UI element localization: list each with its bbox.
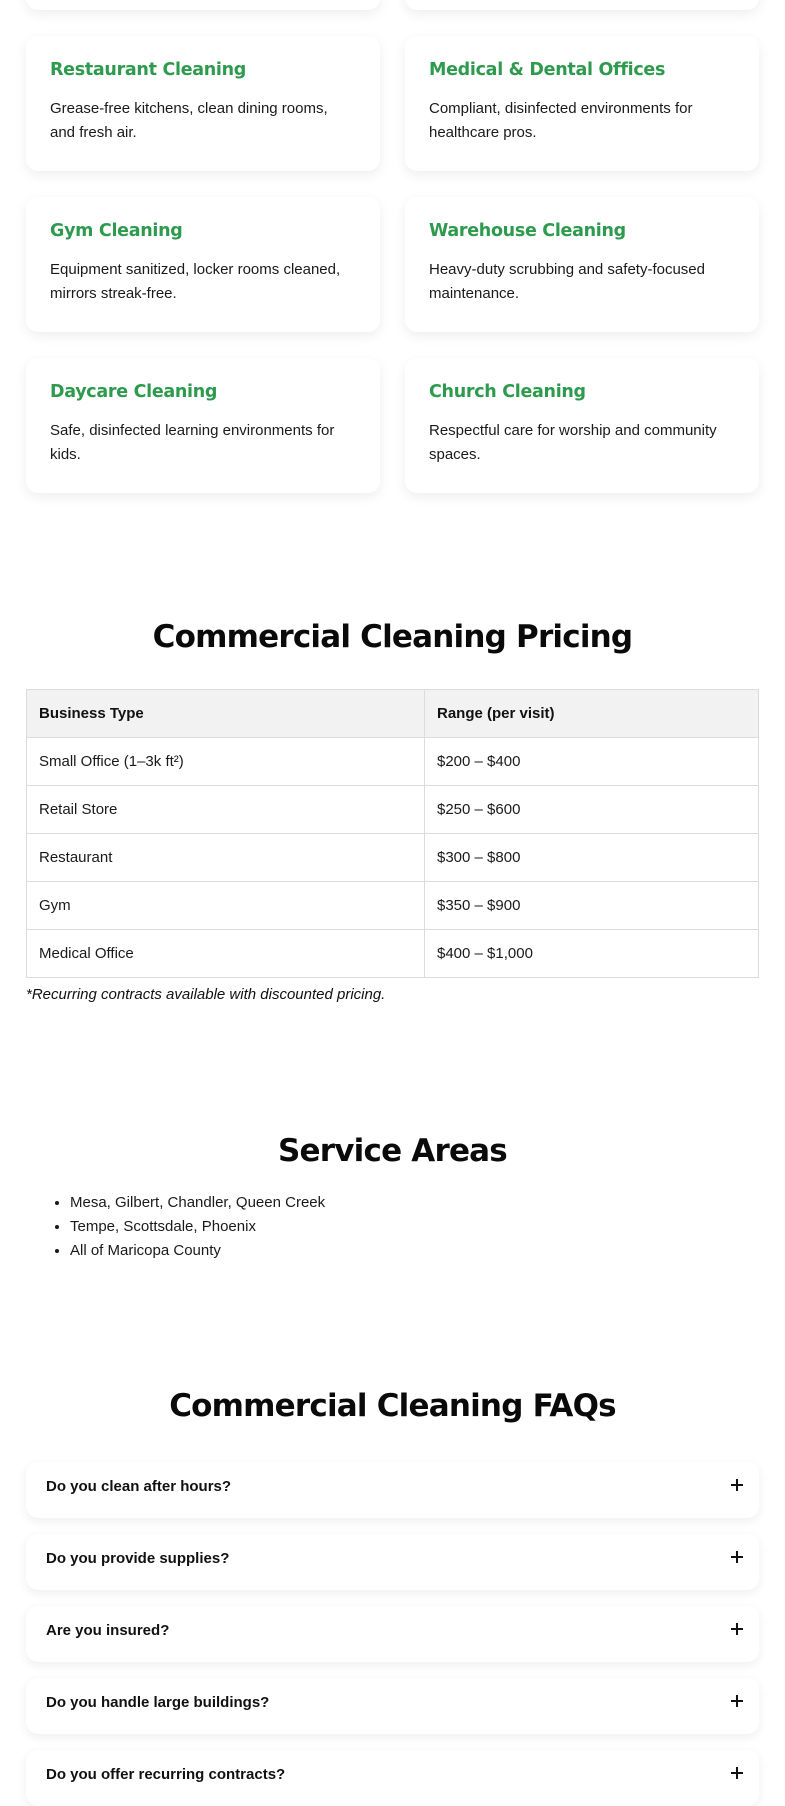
- business-type-cell: Retail Store: [27, 786, 425, 834]
- service-card-daycare: [26, 358, 380, 493]
- price-range-cell: $250 – $600: [425, 786, 759, 834]
- price-range-cell: $350 – $900: [425, 882, 759, 930]
- service-card-partial: [405, 0, 759, 10]
- table-row: [27, 786, 759, 834]
- plus-icon[interactable]: [731, 1551, 743, 1563]
- faq-question: Do you offer recurring contracts?: [46, 1766, 286, 1783]
- faq-item[interactable]: [26, 1678, 759, 1734]
- faq-item[interactable]: [26, 1534, 759, 1590]
- price-range-cell: $300 – $800: [425, 834, 759, 882]
- table-row: [27, 834, 759, 882]
- card-title: Restaurant Cleaning: [50, 60, 247, 80]
- table-row: [27, 930, 759, 978]
- business-type-cell: Restaurant: [27, 834, 425, 882]
- column-header: Business Type: [27, 690, 425, 738]
- faq-question: Are you insured?: [46, 1622, 170, 1639]
- business-type-cell: Medical Office: [27, 930, 425, 978]
- faq-question: Do you handle large buildings?: [46, 1694, 270, 1711]
- service-areas-list: [26, 1191, 325, 1263]
- card-description: Safe, disinfected learning environments for kids.: [50, 422, 335, 463]
- pricing-title: Commercial Cleaning Pricing: [152, 619, 633, 655]
- card-description: Equipment sanitized, locker rooms cleaned, mirrors streak-free.: [50, 261, 341, 302]
- card-description: Heavy-duty scrubbing and safety-focused maintenance.: [429, 261, 705, 302]
- service-card-church: [405, 358, 759, 493]
- service-card-warehouse: [405, 197, 759, 332]
- card-description: Grease-free kitchens, clean dining rooms, and fresh air.: [50, 100, 328, 141]
- business-type-cell: Gym: [27, 882, 425, 930]
- faq-item[interactable]: [26, 1750, 759, 1806]
- card-title: Church Cleaning: [429, 382, 586, 402]
- plus-icon[interactable]: [731, 1695, 743, 1707]
- faq-question: Do you provide supplies?: [46, 1550, 230, 1567]
- plus-icon[interactable]: [731, 1623, 743, 1635]
- faq-item[interactable]: [26, 1606, 759, 1662]
- service-card-medical: [405, 36, 759, 171]
- service-card-partial: [26, 0, 380, 10]
- card-title: Medical & Dental Offices: [429, 60, 666, 80]
- list-item: • Tempe, Scottsdale, Phoenix: [70, 1215, 325, 1239]
- table-header-row: [27, 690, 759, 738]
- service-card-gym: [26, 197, 380, 332]
- price-range-cell: $400 – $1,000: [425, 930, 759, 978]
- pricing-table: [26, 689, 759, 978]
- card-title: Gym Cleaning: [50, 221, 183, 241]
- faq-title: Commercial Cleaning FAQs: [169, 1388, 616, 1424]
- service-card-restaurant: [26, 36, 380, 171]
- card-title: Daycare Cleaning: [50, 382, 218, 402]
- price-range-cell: $200 – $400: [425, 738, 759, 786]
- card-description: Respectful care for worship and community spaces.: [429, 422, 717, 463]
- table-row: [27, 882, 759, 930]
- card-title: Warehouse Cleaning: [429, 221, 626, 241]
- plus-icon[interactable]: [731, 1767, 743, 1779]
- table-row: [27, 738, 759, 786]
- pricing-note: *Recurring contracts available with discounted pricing.: [26, 986, 386, 1003]
- faq-question: Do you clean after hours?: [46, 1478, 232, 1495]
- card-description: Compliant, disinfected environments for healthcare pros.: [429, 100, 693, 141]
- faq-item[interactable]: [26, 1462, 759, 1518]
- list-item: • All of Maricopa County: [70, 1239, 325, 1263]
- list-item: • Mesa, Gilbert, Chandler, Queen Creek: [70, 1191, 325, 1215]
- plus-icon[interactable]: [731, 1479, 743, 1491]
- column-header: Range (per visit): [425, 690, 759, 738]
- business-type-cell: Small Office (1–3k ft²): [27, 738, 425, 786]
- service-areas-title: Service Areas: [278, 1133, 507, 1169]
